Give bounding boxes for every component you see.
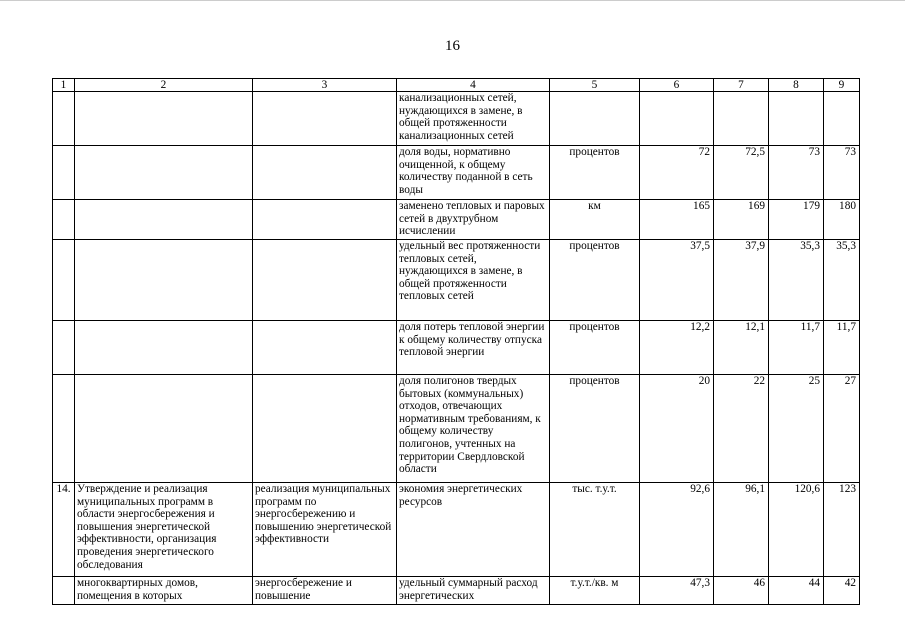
event-cell (253, 92, 397, 146)
value-cell: 169 (714, 200, 769, 240)
indicator-cell: удельный вес протяженности тепловых сетей, нуждающихся в замене, в общей протяженности тепловых сетей (397, 240, 550, 321)
value-cell: 180 (824, 200, 860, 240)
indicator-cell: экономия энергетических ресурсов (397, 483, 550, 577)
value-cell: 44 (769, 577, 824, 605)
row-number (53, 577, 75, 605)
value-cell: 37,5 (640, 240, 714, 321)
value-cell: 73 (769, 146, 824, 200)
value-cell: 96,1 (714, 483, 769, 577)
task-cell (75, 240, 253, 321)
unit-cell: процентов (550, 375, 640, 483)
table-row (53, 146, 860, 200)
value-cell: 165 (640, 200, 714, 240)
value-cell: 46 (714, 577, 769, 605)
value-cell: 72,5 (714, 146, 769, 200)
value-cell (769, 92, 824, 146)
header-cell: 8 (769, 79, 824, 92)
indicator-cell: канализационных сетей, нуждающихся в замене, в общей протяженности канализационных сетей (397, 92, 550, 146)
unit-cell: процентов (550, 240, 640, 321)
page-number: 16 (445, 38, 460, 54)
scan-edge (0, 0, 905, 1)
table-row (53, 577, 860, 605)
value-cell: 12,2 (640, 321, 714, 375)
task-cell (75, 200, 253, 240)
value-cell: 11,7 (824, 321, 860, 375)
indicator-cell: удельный суммарный расход энергетических (397, 577, 550, 605)
value-cell (640, 92, 714, 146)
task-cell: многоквартирных домов, помещения в которых (75, 577, 253, 605)
value-cell: 37,9 (714, 240, 769, 321)
task-cell (75, 375, 253, 483)
unit-cell (550, 92, 640, 146)
row-number (53, 146, 75, 200)
task-cell (75, 92, 253, 146)
value-cell: 27 (824, 375, 860, 483)
value-cell: 20 (640, 375, 714, 483)
value-cell: 120,6 (769, 483, 824, 577)
table-row (53, 200, 860, 240)
indicator-cell: доля полигонов твердых бытовых (коммунальных) отходов, отвечающих нормативным требованиям, к общему количеству полигонов, учтенных на территории Свердловской области (397, 375, 550, 483)
header-cell: 3 (253, 79, 397, 92)
unit-cell: процентов (550, 146, 640, 200)
indicator-cell: заменено тепловых и паровых сетей в двухтрубном исчислении (397, 200, 550, 240)
unit-cell: км (550, 200, 640, 240)
indicator-cell: доля потерь тепловой энергии к общему количеству отпуска тепловой энергии (397, 321, 550, 375)
value-cell: 35,3 (824, 240, 860, 321)
unit-cell: т.у.т./кв. м (550, 577, 640, 605)
header-cell: 1 (53, 79, 75, 92)
row-number (53, 240, 75, 321)
header-cell: 4 (397, 79, 550, 92)
indicators-table (52, 78, 860, 605)
unit-cell: тыс. т.у.т. (550, 483, 640, 577)
table-row (53, 240, 860, 321)
event-cell (253, 321, 397, 375)
value-cell: 12,1 (714, 321, 769, 375)
value-cell: 22 (714, 375, 769, 483)
event-cell (253, 146, 397, 200)
task-cell (75, 321, 253, 375)
value-cell: 35,3 (769, 240, 824, 321)
value-cell: 42 (824, 577, 860, 605)
indicator-cell: доля воды, нормативно очищенной, к общему количеству поданной в сеть воды (397, 146, 550, 200)
value-cell (714, 92, 769, 146)
table-row (53, 321, 860, 375)
unit-cell: процентов (550, 321, 640, 375)
header-cell: 5 (550, 79, 640, 92)
header-cell: 2 (75, 79, 253, 92)
header-cell: 9 (824, 79, 860, 92)
value-cell: 11,7 (769, 321, 824, 375)
header-cell: 7 (714, 79, 769, 92)
event-cell (253, 200, 397, 240)
task-cell: Утверждение и реализация муниципальных программ в области энергосбережения и повышения энергетической эффективности, организация проведения энергетического обследования (75, 483, 253, 577)
header-cell: 6 (640, 79, 714, 92)
table-row (53, 483, 860, 577)
event-cell (253, 240, 397, 321)
row-number: 14. (53, 483, 75, 577)
row-number (53, 92, 75, 146)
value-cell: 92,6 (640, 483, 714, 577)
value-cell: 25 (769, 375, 824, 483)
table-row (53, 375, 860, 483)
value-cell: 73 (824, 146, 860, 200)
event-cell (253, 375, 397, 483)
value-cell: 72 (640, 146, 714, 200)
event-cell: реализация муниципальных программ по энергосбережению и повышению энергетической эффективности (253, 483, 397, 577)
row-number (53, 375, 75, 483)
value-cell: 179 (769, 200, 824, 240)
value-cell (824, 92, 860, 146)
value-cell: 47,3 (640, 577, 714, 605)
value-cell: 123 (824, 483, 860, 577)
table-row (53, 92, 860, 146)
row-number (53, 321, 75, 375)
header-row (53, 79, 860, 92)
event-cell: энергосбережение и повышение (253, 577, 397, 605)
row-number (53, 200, 75, 240)
task-cell (75, 146, 253, 200)
